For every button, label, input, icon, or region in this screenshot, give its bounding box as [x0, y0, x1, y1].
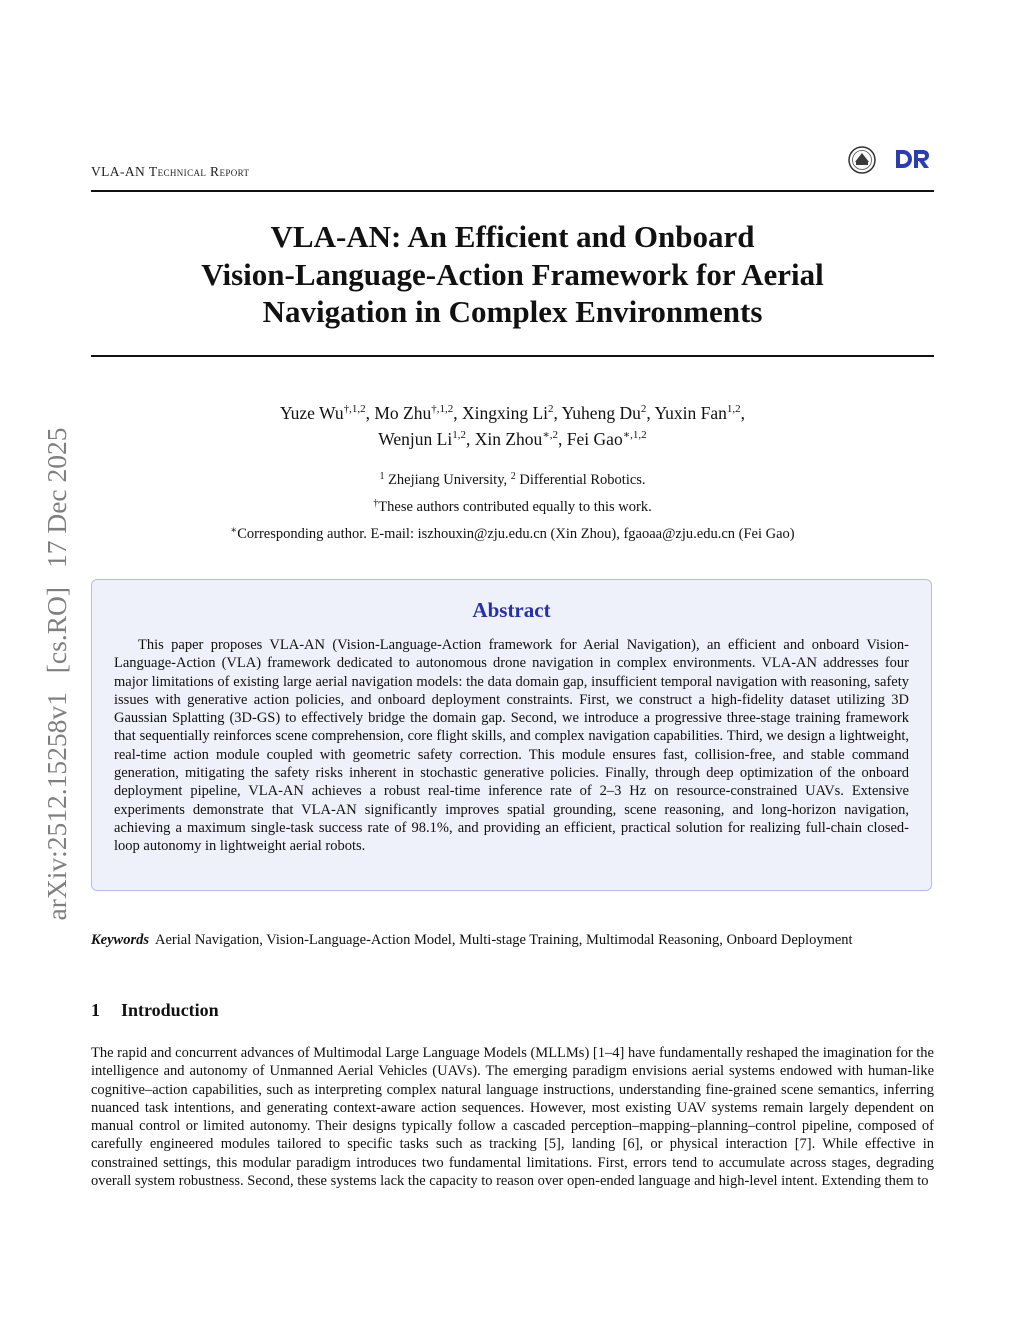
author-sup: †,1,2 — [343, 403, 366, 415]
author-sup: 1,2 — [452, 429, 466, 441]
running-head-prefix: VLA-AN — [91, 164, 146, 179]
arxiv-category: [cs.RO] — [41, 586, 72, 674]
header-rule — [91, 190, 934, 192]
zju-seal-icon — [849, 147, 875, 173]
author-line: Yuze $Wu^{\dagger,1,2}$, Mo Zhu$^{\dagger,1,2}$, Xingxing Li$^2$, Yuheng Du$^2$, Yuxin Fan$^{1,2}$, — [279, 403, 746, 423]
keywords-label: Keywords — [91, 932, 149, 948]
author-sup: †,1,2 — [431, 403, 454, 415]
arxiv-stamp — [41, 416, 73, 921]
affiliation: Differential Robotics. — [519, 472, 646, 488]
equal-contribution-note — [91, 499, 934, 516]
keywords — [91, 931, 934, 949]
logo-group — [846, 145, 936, 177]
title-line: Vision-Language-Action Framework for Aerial — [201, 256, 824, 292]
author-name: Xingxing Li — [461, 403, 548, 423]
running-head-label: Technical Report — [148, 164, 250, 179]
author-name: Xin Zhou — [474, 429, 543, 449]
arxiv-date: 17 Dec 2025 — [41, 427, 72, 569]
abstract-text: This paper proposes VLA-AN (Vision-Language-Action framework for Aerial Navigation), an efficient and onboard Vision-Language-Action (VLA) framework dedicated to autonomous drone navigation in complex environments. VLA-AN addresses four major limitations of existing large aerial navigation models: the data domain gap, insufficient temporal navigation with reasoning, safety issues with generative action policies, and onboard deployment constraints. First, we construct a high-fidelity dataset utilizing 3D Gaussian Splatting (3D-GS) to effectively bridge the domain gap. Second, we introduce a progressive three-stage training framework that sequentially reinforces scene comprehension, core flight skills, and complex navigation capabilities. Third, we design a lightweight, real-time action module coupled with geometric safety correction. This module ensures fast, collision-free, and stable command generation, mitigating the safety risks inherent in stochastic generative policies. Finally, through deep optimization of the onboard deployment pipeline, VLA-AN achieves a robust real-time inference rate of 2–3 Hz on resource-constrained UAVs. Extensive experiments demonstrate that VLA-AN significantly improves spatial grounding, scene reasoning, and long-horizon navigation, achieving a maximum single-task success rate of 98.1%, and providing an efficient, practical solution for realizing full-chain closed-loop autonomy in lightweight aerial robots. — [114, 637, 909, 855]
affil-sup: 1 — [379, 471, 385, 482]
arxiv-id: arXiv:2512.15258v1 — [41, 692, 72, 921]
title-line: Navigation in Complex Environments — [262, 294, 763, 329]
author-name: Yuxin Fan — [654, 403, 727, 423]
affiliations — [91, 472, 934, 489]
corresponding-note — [91, 526, 934, 543]
author-sup: 1,2 — [726, 403, 741, 415]
affiliation: Zhejiang University, — [388, 472, 508, 488]
equal-contribution-text: These authors contributed equally to this work. — [378, 499, 652, 515]
author-name: Yuheng Du — [561, 403, 641, 423]
dr-logo-icon — [896, 150, 929, 168]
keywords-text: Aerial Navigation, Vision-Language-Action Model, Multi-stage Training, Multimodal Reasoning, Onboard Deployment — [155, 932, 853, 948]
running-head — [91, 164, 249, 180]
author-sup: ∗,1,2 — [622, 429, 647, 441]
paper-title — [91, 218, 934, 331]
section-heading — [91, 1000, 219, 1021]
author-name: Mo Zhu — [374, 403, 432, 423]
title-rule — [91, 355, 934, 357]
section-title: Introduction — [121, 1000, 219, 1020]
author-list — [91, 400, 934, 452]
title-line: VLA-AN: An Efficient and Onboard — [270, 219, 755, 254]
asterisk-mark: ∗ — [230, 525, 238, 536]
author-sup: ∗,2 — [542, 429, 559, 441]
author-line: Wenjun Li$^{1,2}$, Xin Zhou$^{∗,2}$, Fei Gao$^{∗,1,2}$ — [378, 429, 647, 449]
author-name: Yuze Wu — [279, 403, 344, 423]
dagger-mark: † — [373, 498, 379, 509]
author-name: Wenjun Li — [378, 429, 453, 449]
abstract-box — [91, 579, 932, 891]
author-sup: 2 — [640, 403, 647, 415]
abstract-heading: Abstract — [472, 598, 551, 622]
author-sup: 2 — [548, 403, 554, 415]
corresponding-text: Corresponding author. E-mail: iszhouxin@zju.edu.cn (Xin Zhou), fgaoaa@zju.edu.cn (Fei Gao) — [237, 526, 795, 542]
header-logos — [846, 145, 936, 177]
section-number: 1 — [91, 1000, 100, 1020]
affil-sup: 2 — [510, 471, 516, 482]
author-name: Fei Gao — [566, 429, 623, 449]
intro-paragraph: The rapid and concurrent advances of Multimodal Large Language Models (MLLMs) [1–4] have fundamentally reshaped the imagination for the intelligence and autonomy of Unmanned Aerial Vehicles (UAVs). The emerging paradigm envisions aerial systems endowed with human-like cognitive–action capabilities, such as interpreting complex natural language instructions, understanding fine-grained scene semantics, inferring nuanced task intentions, and generating context-aware action sequences. However, most existing UAV systems remain largely dependent on manual control or limited autonomy. Their designs typically follow a cascaded perception–mapping–planning–control pipeline, composed of carefully engineered modules tailored to specific tasks such as tracking [5], landing [6], or physical interaction [7]. While effective in constrained settings, this modular paradigm introduces two fundamental limitations. First, errors tend to accumulate across stages, degrading overall system robustness. Second, these systems lack the capacity to reason over open-ended language and high-level intent. Extending them to — [91, 1045, 934, 1190]
